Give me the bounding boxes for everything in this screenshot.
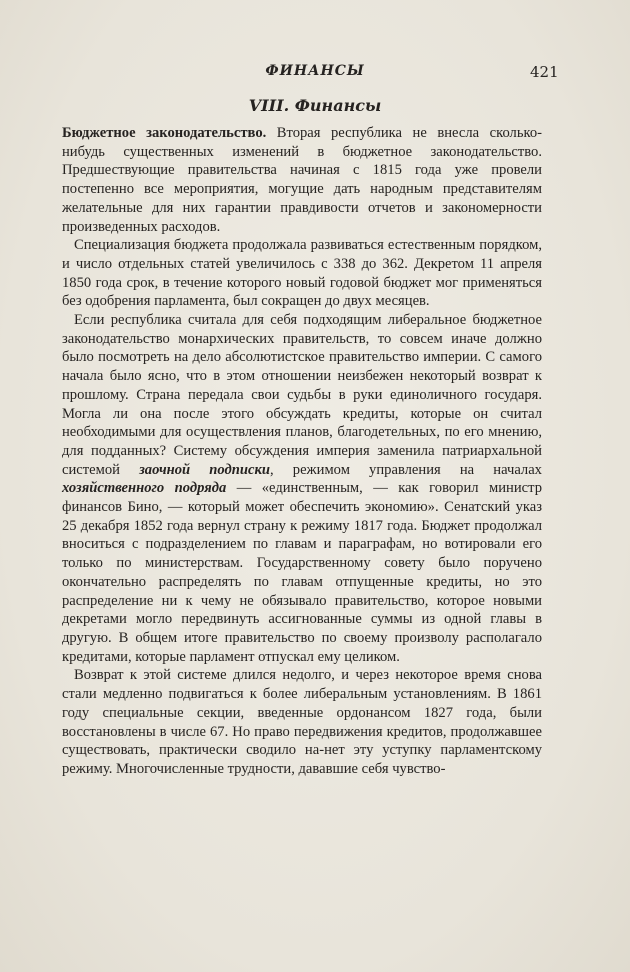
paragraph-text: , режимом управления на началах [270, 461, 542, 478]
paragraph-1 [62, 124, 542, 236]
emphasis-term: хозяйственного подряда [62, 480, 227, 497]
paragraph-4 [62, 666, 542, 778]
emphasis-term: заочной подписки [139, 461, 270, 478]
running-title: ФИНАНСЫ [265, 63, 365, 79]
running-header [0, 63, 630, 85]
paragraph-3 [62, 311, 542, 666]
paragraph-text: Специализация бюджета продолжала развиваться естественным порядком, и число отдельных статей увеличилось с 338 до 362. Декретом 11 апреля 1850 года срок, в течение которого новый годовой бюджет мог применяться без одобрения парламента, был сокращен до двух месяцев. [62, 237, 542, 310]
page-number: 421 [530, 63, 559, 81]
paragraph-2 [62, 236, 542, 311]
paragraph-text: Возврат к этой системе длился недолго, и через некоторое время снова стали медленно подвигаться к более либеральным установлениям. В 1861 году специальные секции, введенные ордонансом 1827 года, были восстановлены в числе 67. Но право передвижения кредитов, продолжавшее существовать, практически сводило на-нет эту уступку парламентскому режиму. Многочисленные трудности, дававшие себя чувство- [62, 667, 542, 777]
paragraph-text: Если республика считала для себя подходящим либеральное бюджетное законодательство монархических правительств, то совсем иначе должно было посмотреть на дело абсолютистское правительство империи. С самого начала было ясно, что в этом отношении неизбежен некоторый возврат к прошлому. Страна передала свои судьбы в руки единоличного государя. Могла ли она после этого обсуждать кредиты, которые он считал необходимыми для осуществления планов, благодетельных, по его мнению, для подданных? Систему обсуждения империя заменила патриархальной системой [62, 312, 542, 478]
paragraph-text: Вторая республика не внесла сколько-нибудь существенных изменений в бюджетное законодательство. Предшествующие правительства начиная с 1815 года уже провели постепенно все мероприятия, могущие дать народным представителям желательные для них гарантии правдивости отчетов и закономерности произведенных расходов. [62, 125, 542, 235]
chapter-title: VIII. Финансы [248, 96, 382, 115]
body-text [62, 124, 542, 779]
paragraph-lead-heading: Бюджетное законодательство. [62, 125, 267, 141]
paragraph-text: — «единственным, — как говорил министр финансов Бино, — который может обеспечить экономию». Сенатский указ 25 декабря 1852 года вернул страну к режиму 1817 года. Бюджет продолжал вноситься с подразделением по главам и параграфам, но вотировали его только по министерствам. Государственному совету было поручено окончательно распределять по главам отпущенные кредиты, но это распределение ни к чему не обязывало правительство, которое новыми декретами могло передвинуть ассигнованные суммы из одной главы в другую. В общем итоге правительство по своему произволу располагало кредитами, которые парламент отпускал ему целиком. [62, 480, 542, 665]
